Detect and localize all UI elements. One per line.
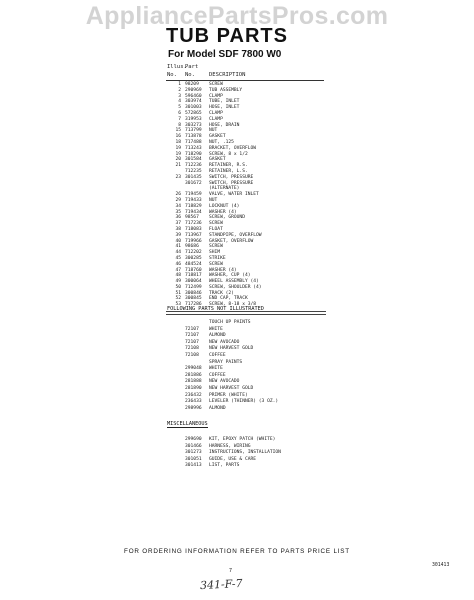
part-description: CLAMP: [209, 93, 223, 99]
part-description: NEW AVOCADO: [209, 339, 240, 345]
part-number: 717236: [185, 221, 202, 227]
item-number: 48: [175, 273, 181, 279]
part-description: TOUCH UP PAINTS: [209, 320, 251, 325]
part-description: END CAP, TRACK: [209, 296, 248, 302]
part-number: 718290: [185, 151, 202, 157]
item-number: 47: [175, 267, 181, 273]
part-description: TUB ASSEMBLY: [209, 87, 243, 93]
watermark: AppliancePartsPros.com: [85, 2, 389, 30]
table-row: [167, 366, 367, 373]
part-number: 718083: [185, 226, 202, 232]
page-title: TUB PARTS: [166, 25, 288, 47]
part-number: 301435: [185, 174, 202, 180]
item-number: 19: [175, 145, 181, 151]
header-description: DESCRIPTION: [209, 72, 246, 78]
table-row: [167, 346, 367, 353]
part-description: HOSE, DRAIN: [209, 122, 240, 128]
part-description: WASHER, CUP (4): [209, 273, 251, 279]
doc-number: 301413: [432, 563, 450, 568]
part-description: GASKET, OVERFLOW: [209, 238, 254, 244]
handwritten-note: 341-F-7: [199, 576, 243, 593]
part-description: SCREW, 8-18 x 3/8: [209, 302, 257, 308]
part-description: PRIMER (WHITE): [209, 392, 248, 398]
header-part: Part: [185, 64, 199, 70]
part-description: GASKET: [209, 157, 226, 163]
part-number: 719433: [185, 197, 202, 203]
section-rule-lower: [166, 314, 326, 315]
table-row: [167, 379, 367, 386]
part-description: SPRAY PAINTS: [209, 359, 243, 365]
part-number: 98686: [185, 244, 199, 250]
part-description: STRIKE: [209, 255, 226, 261]
part-number: 300845: [185, 296, 202, 302]
part-description: SHIM: [209, 250, 221, 256]
part-number: 236433: [185, 399, 202, 405]
part-description: COFFEE: [209, 372, 226, 378]
part-description: NUT: [209, 197, 218, 203]
part-number: 301466: [185, 443, 202, 449]
part-description: INSTRUCTIONS, INSTALLATION: [209, 450, 281, 456]
item-number: 50: [175, 284, 181, 290]
item-number: 2: [178, 87, 181, 93]
part-description: WHITE: [209, 326, 223, 332]
item-number: 15: [175, 128, 181, 134]
part-number: 300846: [185, 290, 202, 296]
page-number: 7: [229, 568, 233, 574]
part-number: 299048: [185, 366, 202, 372]
part-description: FLOAT: [209, 226, 223, 232]
part-description: SCREW, GROUND: [209, 215, 245, 221]
part-number: 72107: [185, 326, 199, 332]
part-description: LOCKNUT (4): [209, 203, 240, 209]
part-description: CLAMP: [209, 116, 223, 122]
item-number: 8: [178, 122, 181, 128]
part-number: 301003: [185, 105, 202, 111]
item-number: 36: [175, 215, 181, 221]
part-description: HOSE, INLET: [209, 105, 240, 111]
part-description: BRACKET, OVERFLOW: [209, 145, 257, 151]
item-number: 39: [175, 232, 181, 238]
part-number: 712499: [185, 284, 202, 290]
part-description: LEVELER (THINNER) (3 OZ.): [209, 399, 279, 405]
part-number: 72107: [185, 339, 199, 345]
part-number: 713878: [185, 134, 202, 140]
part-number: 72108: [185, 352, 199, 358]
part-description: SCREW: [209, 244, 223, 250]
table-row: [167, 406, 367, 413]
item-number: 44: [175, 250, 181, 256]
ordering-footer: FOR ORDERING INFORMATION REFER TO PARTS PRICE LIST: [124, 548, 350, 555]
part-number: 290969: [185, 87, 202, 93]
item-number: 23: [175, 174, 181, 180]
part-number: 303273: [185, 122, 202, 128]
part-number: 72107: [185, 333, 199, 339]
part-description: NEW AVOCADO: [209, 379, 240, 385]
part-description: ALMOND: [209, 333, 226, 339]
item-number: 5: [178, 105, 181, 111]
part-description: SWITCH, PRESSURE: [209, 180, 254, 186]
part-number: 298996: [185, 405, 202, 411]
table-row: [167, 333, 367, 340]
part-number: 301273: [185, 450, 202, 456]
table-row: [167, 320, 367, 327]
item-number: 6: [178, 110, 181, 116]
item-number: 20: [175, 157, 181, 163]
part-description: STANDPIPE, OVERFLOW: [209, 232, 262, 238]
part-description: WHITE: [209, 366, 223, 372]
part-description: NEW HARVEST GOLD: [209, 346, 254, 352]
table-row: [167, 450, 367, 457]
parts-table: [167, 82, 367, 308]
part-number: 281888: [185, 379, 202, 385]
part-number: 712236: [185, 163, 202, 169]
table-row: [167, 353, 367, 360]
part-description: SCREW, 8 x 1/2: [209, 151, 248, 157]
touch-up-table: [167, 320, 367, 412]
part-number: 718817: [185, 273, 202, 279]
part-number: 717488: [185, 139, 202, 145]
part-number: 303974: [185, 99, 202, 105]
item-number: 34: [175, 203, 181, 209]
part-description: RETAINER, R.S.: [209, 163, 248, 169]
item-number: 26: [175, 192, 181, 198]
part-number: 98209: [185, 82, 199, 87]
part-number: 299690: [185, 437, 202, 442]
part-description: SCREW: [209, 82, 223, 87]
part-number: 713243: [185, 145, 202, 151]
table-row: [167, 463, 367, 470]
part-description: ALMOND: [209, 405, 226, 411]
part-description: NUT, .125: [209, 139, 234, 145]
part-description: SCREW: [209, 261, 223, 267]
part-number: 300285: [185, 255, 202, 261]
part-number: 301584: [185, 157, 202, 163]
part-number: 300064: [185, 279, 202, 285]
model-line: For Model SDF 7800 W0: [168, 49, 282, 60]
table-row: [167, 386, 367, 393]
item-number: 46: [175, 261, 181, 267]
item-number: 18: [175, 139, 181, 145]
table-row: [167, 399, 367, 406]
item-number: 40: [175, 238, 181, 244]
header-illus: Illus.: [167, 64, 187, 70]
part-number: 98567: [185, 215, 199, 221]
part-number: 281886: [185, 372, 202, 378]
part-description: HARNESS, WIRING: [209, 443, 251, 449]
part-description: WHEEL ASSEMBLY (4): [209, 279, 259, 285]
part-description: WASHER (4): [209, 267, 237, 273]
misc-table: [167, 437, 367, 470]
item-number: 35: [175, 209, 181, 215]
part-number: 713967: [185, 232, 202, 238]
table-row: [167, 437, 367, 444]
part-number: 301051: [185, 456, 202, 462]
part-description: KIT, EPOXY PATCH (WHITE): [209, 437, 276, 442]
part-description: VALVE, WATER INLET: [209, 192, 259, 198]
header-rule: [166, 80, 324, 81]
part-number: 572865: [185, 110, 202, 116]
part-description: TRACK (2): [209, 290, 234, 296]
part-description: SWITCH, PRESSURE: [209, 174, 254, 180]
item-number: 16: [175, 134, 181, 140]
part-number: 236432: [185, 392, 202, 398]
part-description: CLAMP: [209, 110, 223, 116]
item-number: 38: [175, 226, 181, 232]
part-description: SCREW, SHOULDER (4): [209, 284, 262, 290]
part-number: 718760: [185, 267, 202, 273]
part-number: 719459: [185, 192, 202, 198]
part-number: 712235: [185, 168, 202, 174]
item-number: 51: [175, 290, 181, 296]
part-description: WASHER (4): [209, 209, 237, 215]
item-number: 45: [175, 255, 181, 261]
part-number: 713799: [185, 128, 202, 134]
item-number: 53: [175, 302, 181, 308]
item-number: 37: [175, 221, 181, 227]
part-number: 319953: [185, 116, 202, 122]
part-description: GASKET: [209, 134, 226, 140]
part-number: 718829: [185, 203, 202, 209]
header-no-illus: No.: [167, 72, 177, 78]
part-description: TUBE, INLET: [209, 99, 240, 105]
header-no-part: No.: [185, 72, 195, 78]
item-number: 19: [175, 151, 181, 157]
item-number: 7: [178, 116, 181, 122]
part-number: 301672: [185, 180, 202, 186]
item-number: 49: [175, 279, 181, 285]
item-number: 1: [178, 82, 181, 87]
part-description: LIST, PARTS: [209, 463, 240, 469]
part-number: 712202: [185, 250, 202, 256]
part-number: 719966: [185, 238, 202, 244]
not-illustrated-heading: FOLLOWING PARTS NOT ILLUSTRATED: [167, 306, 264, 312]
misc-heading: MISCELLANEOUS: [167, 421, 208, 427]
part-description: GUIDE, USE & CARE: [209, 456, 257, 462]
part-number: 301413: [185, 463, 202, 469]
item-number: 41: [175, 244, 181, 250]
part-description: RETAINER, L.S.: [209, 168, 248, 174]
item-number: 52: [175, 296, 181, 302]
part-description: NUT: [209, 128, 218, 134]
part-number: 484524: [185, 261, 202, 267]
part-number: 596460: [185, 93, 202, 99]
item-number: 3: [178, 93, 181, 99]
part-number: 717286: [185, 302, 202, 308]
item-number: 29: [175, 197, 181, 203]
item-number: 4: [178, 99, 181, 105]
part-description: COFFEE: [209, 352, 226, 358]
part-description: (ALTERNATE): [209, 186, 240, 192]
part-number: 719434: [185, 209, 202, 215]
part-number: 72108: [185, 346, 199, 352]
part-description: NEW HARVEST GOLD: [209, 385, 254, 391]
part-description: SCREW: [209, 221, 223, 227]
item-number: 21: [175, 163, 181, 169]
part-number: 281890: [185, 385, 202, 391]
